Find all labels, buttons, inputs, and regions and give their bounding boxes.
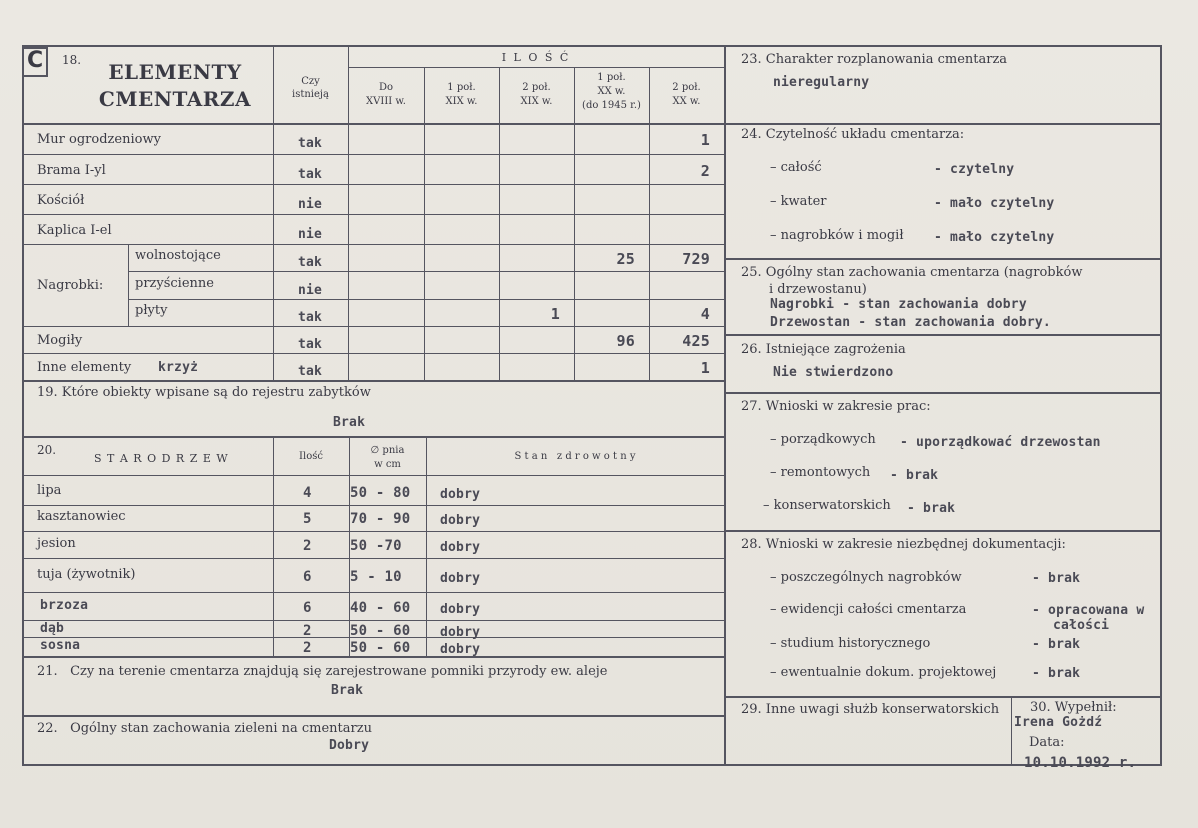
tree-qty: 4 [303, 485, 312, 501]
s23-question: 23. Charakter rozplanowania cmentarza [741, 52, 1008, 67]
element-exists: tak [298, 310, 323, 325]
s28-label: – ewidencji całości cmentarza [770, 602, 967, 617]
tree-state: dobry [440, 513, 481, 528]
rule [128, 299, 724, 300]
s26-answer: Nie stwierdzono [773, 365, 894, 380]
tree-diameter: 50 - 60 [350, 640, 411, 656]
tree-diameter: 50 - 80 [350, 485, 411, 501]
s27-label: – porządkowych [770, 432, 876, 447]
element-count: 25 [616, 250, 635, 268]
rule [128, 245, 129, 327]
rule [22, 184, 724, 185]
rule [22, 592, 724, 593]
s20-col-pnia-1: ∅ pnia [370, 445, 405, 456]
tree-diameter: 50 -70 [350, 538, 402, 554]
tree-qty: 6 [303, 600, 312, 616]
s20-col-stan: S t a n z d r o w o t n y [514, 451, 636, 462]
period-line-1: Do [378, 82, 394, 93]
s27-value: - uporządkować drzewostan [900, 435, 1101, 450]
tree-name: tuja (żywotnik) [37, 567, 136, 582]
s18-title-1: ELEMENTY [108, 60, 242, 84]
s28-label: – studium historycznego [770, 636, 931, 651]
period-line-2: XX w. [597, 86, 626, 97]
rule [128, 271, 724, 272]
s19-question: 19. Które obiekty wpisane są do rejestru zabytków [37, 385, 371, 400]
element-exists: tak [298, 167, 323, 182]
element-label: Brama I-yl [37, 163, 106, 178]
tree-name: brzoza [40, 598, 89, 613]
s24-value: - mało czytelny [934, 230, 1055, 245]
s28-label: – poszczególnych nagrobków [770, 570, 962, 585]
s28-value: - brak [1032, 666, 1081, 681]
element-sub: wolnostojące [135, 248, 221, 263]
s26-question: 26. Istniejące zagrożenia [741, 342, 906, 357]
element-count: 1 [700, 131, 710, 149]
tree-state: dobry [440, 571, 481, 586]
element-sub-typed: krzyż [158, 360, 199, 375]
period-line-2: XIX w. [445, 96, 478, 107]
col-czy-1: Czy [301, 76, 320, 87]
rule [22, 154, 724, 155]
s21-question: 21. Czy na terenie cmentarza znajdują się zarejestrowane pomniki przyrody ew. aleje [37, 664, 608, 679]
frame-bottom [22, 764, 1162, 766]
rule [724, 258, 1160, 260]
rule [22, 531, 724, 532]
s18-title-2: CMENTARZA [98, 87, 252, 111]
tree-state: dobry [440, 642, 481, 657]
s28-value: - opracowana w [1032, 603, 1145, 618]
rule [22, 244, 724, 245]
s24-label: – całość [770, 160, 822, 175]
s27-value: - brak [907, 501, 956, 516]
s28-question: 28. Wnioski w zakresie niezbędnej dokumentacji: [741, 537, 1066, 552]
tree-state: dobry [440, 540, 481, 555]
tree-qty: 2 [303, 538, 312, 554]
s21-answer: Brak [331, 683, 364, 698]
tree-state: dobry [440, 602, 481, 617]
element-label: Kaplica I-el [37, 223, 112, 238]
element-exists: tak [298, 255, 323, 270]
period-line-1: 1 poł. [597, 72, 626, 83]
s24-value: - czytelny [934, 162, 1015, 177]
element-sub: płyty [135, 303, 168, 318]
s25-answer-2: Drzewostan - stan zachowania dobry. [770, 315, 1051, 330]
nagrobki-label: Nagrobki: [37, 278, 104, 293]
period-line-1: 2 poł. [672, 82, 701, 93]
rule [348, 67, 724, 68]
tree-name: jesion [37, 536, 76, 551]
rule [22, 475, 724, 476]
tree-diameter: 50 - 60 [350, 623, 411, 639]
frame-right [1160, 45, 1162, 766]
period-line-3: (do 1945 r.) [582, 100, 641, 111]
element-exists: tak [298, 337, 323, 352]
tree-qty: 5 [303, 511, 312, 527]
tree-name: kasztanowiec [37, 509, 126, 524]
s30-date: 10.10.1992 r. [1024, 755, 1137, 771]
s18-number: 18. [62, 53, 82, 67]
rule [273, 436, 274, 656]
period-line-2: XIX w. [520, 96, 553, 107]
tree-diameter: 5 - 10 [350, 569, 402, 585]
tree-state: dobry [440, 625, 481, 640]
element-count: 96 [616, 332, 635, 350]
s24-question: 24. Czytelność układu cmentarza: [741, 127, 965, 142]
rule [499, 67, 500, 381]
rule [22, 380, 724, 382]
s20-header: S T A R O D R Z E W [94, 452, 229, 465]
element-exists: nie [298, 197, 323, 212]
tree-state: dobry [440, 487, 481, 502]
element-count: 1 [550, 305, 560, 323]
tree-qty: 2 [303, 640, 312, 656]
element-count: 729 [682, 250, 710, 268]
element-count: 2 [700, 162, 710, 180]
rule [22, 620, 724, 621]
element-count: 425 [682, 332, 710, 350]
rule [22, 656, 724, 658]
s27-question: 27. Wnioski w zakresie prac: [741, 399, 931, 414]
rule [724, 696, 1160, 698]
s20-number: 20. [37, 443, 57, 457]
s25-question-2: i drzewostanu) [769, 282, 867, 297]
element-count: 1 [700, 359, 710, 377]
s28-label: – ewentualnie dokum. projektowej [770, 665, 997, 680]
center-divider [724, 45, 726, 766]
period-line-1: 1 poł. [447, 82, 476, 93]
tree-qty: 6 [303, 569, 312, 585]
element-count: 4 [700, 305, 710, 323]
rule [426, 436, 427, 656]
frame-top [22, 45, 1162, 47]
s24-label: – kwater [770, 194, 827, 209]
tree-diameter: 70 - 90 [350, 511, 411, 527]
s27-label: – remontowych [770, 465, 871, 480]
s27-label: – konserwatorskich [763, 498, 891, 513]
s22-question: 22. Ogólny stan zachowania zieleni na cmentarzu [37, 721, 372, 736]
rule [424, 67, 425, 381]
s30-name: Irena Gożdź [1014, 715, 1103, 730]
rule [22, 558, 724, 559]
rule [1011, 696, 1012, 766]
s22-answer: Dobry [329, 738, 370, 753]
element-label: Inne elementy [37, 360, 132, 375]
rule [22, 214, 724, 215]
rule [22, 326, 724, 327]
tree-diameter: 40 - 60 [350, 600, 411, 616]
element-exists: nie [298, 227, 323, 242]
s28-value: - brak [1032, 571, 1081, 586]
element-exists: tak [298, 136, 323, 151]
s30-question: 30. Wypełnił: [1030, 700, 1117, 715]
s24-value: - mało czytelny [934, 196, 1055, 211]
tree-name: dąb [40, 621, 65, 636]
tree-qty: 2 [303, 623, 312, 639]
rule [22, 505, 724, 506]
element-label: Kościół [37, 193, 85, 208]
rule [22, 715, 724, 717]
element-exists: tak [298, 364, 323, 379]
period-line-2: XX w. [672, 96, 701, 107]
s23-answer: nieregularny [773, 75, 870, 90]
rule [724, 530, 1160, 532]
card-letter: C [27, 48, 44, 73]
period-line-1: 2 poł. [522, 82, 551, 93]
s28-value-2: całości [1053, 618, 1110, 633]
element-sub: przyścienne [135, 276, 214, 291]
element-label: Mur ogrodzeniowy [37, 132, 161, 147]
rule [22, 436, 724, 438]
s29-question: 29. Inne uwagi służb konserwatorskich [741, 702, 1000, 717]
s27-value: - brak [890, 468, 939, 483]
period-line-2: XVIII w. [366, 96, 406, 107]
tree-name: sosna [40, 638, 81, 653]
s19-answer: Brak [333, 415, 366, 430]
rule [724, 392, 1160, 394]
element-exists: nie [298, 283, 323, 298]
rule [22, 123, 724, 125]
s28-value: - brak [1032, 637, 1081, 652]
s20-col-ilosc: Ilość [299, 451, 323, 462]
ilosc-header: I L O Ś Ć [501, 51, 571, 64]
rule [22, 353, 724, 354]
s20-col-pnia-2: w cm [374, 459, 401, 470]
element-label: Mogiły [37, 333, 83, 348]
rule [724, 334, 1160, 336]
s24-label: – nagrobków i mogił [770, 228, 904, 243]
s25-question-1: 25. Ogólny stan zachowania cmentarza (nagrobków [741, 265, 1083, 280]
col-czy-2: istnieją [292, 89, 329, 100]
s25-answer-1: Nagrobki - stan zachowania dobry [770, 297, 1027, 312]
rule [724, 123, 1160, 125]
s30-date-label: Data: [1029, 735, 1065, 750]
tree-name: lipa [37, 483, 62, 498]
